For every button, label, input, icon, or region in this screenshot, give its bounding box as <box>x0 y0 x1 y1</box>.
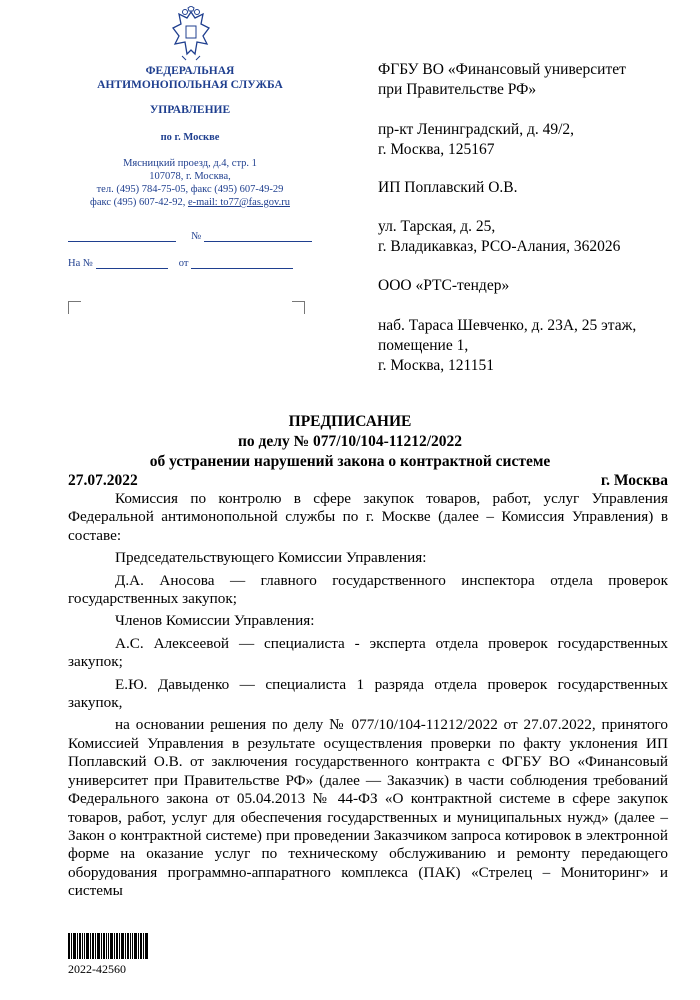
addressee-line: г. Москва, 125167 <box>378 141 495 158</box>
document-subject: об устранении нарушений закона о контрактной системе <box>149 453 551 470</box>
address-corner-right <box>292 301 305 314</box>
paragraph: на основании решения по делу № 077/10/104-11212/2022 от 27.07.2022, принятого Комиссией Управления в результате осуществления проверки по факту уклонения ИП Поплавский О.В. от заключения государственного контракта с ФГБУ ВО «Финансовый университет при Правительстве РФ» (далее — Заказчик) в части соблюдения требований Федерального закона от 05.04.2013 № 44-ФЗ «О контрактной системе в сфере закупок товаров, работ, услуг для обеспечения государственных и муниципальных нужд» (далее – Закон о контрактной системе) при проведении Заказчиком запроса котировок в электронной форме на оказание услуг по техническому обслуживанию и ремонту передающего оборудования программно-аппаратного комплекса (ПАК) «Стрелец – Мониторинг» и системы <box>68 716 668 900</box>
addressee-line: ул. Тарская, д. 25, <box>378 218 496 235</box>
fax: факс (495) 607-42-92, <box>90 197 188 208</box>
addressee-line: помещение 1, <box>378 337 469 354</box>
addressee-line: г. Москва, 121151 <box>378 357 494 374</box>
document-place: г. Москва <box>600 472 668 489</box>
agency-line-1: ФЕДЕРАЛЬНАЯ <box>145 65 235 77</box>
addressee-line: при Правительстве РФ» <box>378 81 537 98</box>
addressee-line: ФГБУ ВО «Финансовый университет <box>378 61 626 78</box>
paragraph: Е.Ю. Давыденко — специалиста 1 разряда отдела проверок государственных закупок, <box>68 675 668 712</box>
address-corner-left <box>68 301 81 314</box>
email-link[interactable]: e-mail: to77@fas.gov.ru <box>187 197 290 208</box>
paragraph: А.С. Алексеевой — специалиста - эксперта отдела проверок государственных закупок; <box>68 634 668 671</box>
addressee-line: г. Владикавказ, РСО-Алания, 362026 <box>378 238 621 255</box>
addressee-address-2 <box>378 217 678 257</box>
addressee-line: пр-кт Ленинградский, д. 49/2, <box>378 121 575 138</box>
department-city: по г. Москве <box>160 132 220 143</box>
barcode <box>68 933 148 959</box>
coat-of-arms-icon <box>168 6 214 62</box>
outgoing-number-line <box>204 230 312 242</box>
addressee-1 <box>378 60 678 100</box>
address-line-2: 107078, г. Москва, <box>149 171 231 182</box>
document-case-number: по делу № 077/10/104-11212/2022 <box>237 433 463 450</box>
address-line-1: Мясницкий проезд, д.4, стр. 1 <box>123 158 257 169</box>
reply-number-line <box>96 257 168 269</box>
addressee-line: наб. Тараса Шевченко, д. 23А, 25 этаж, <box>378 317 637 334</box>
document-body <box>68 490 668 905</box>
from-label: от <box>178 258 189 269</box>
document-date: 27.07.2022 <box>68 472 138 489</box>
department: УПРАВЛЕНИЕ <box>149 104 231 116</box>
paragraph: Членов Комиссии Управления: <box>115 612 315 630</box>
outgoing-number-row <box>68 230 312 242</box>
reply-label: На № <box>68 258 93 269</box>
addressee-line: ИП Поплавский О.В. <box>378 179 518 196</box>
paragraph: Председательствующего Комиссии Управления: <box>115 549 427 567</box>
agency-contacts <box>70 157 310 209</box>
agency-name <box>70 64 310 92</box>
document-title: ПРЕДПИСАНИЕ <box>288 413 412 430</box>
number-label: № <box>191 231 202 242</box>
barcode-number: 2022-42560 <box>68 962 126 976</box>
reply-date-line <box>191 257 293 269</box>
fax-email-line <box>70 196 310 209</box>
phone-line: тел. (495) 784-75-05, факс (495) 607-49-29 <box>96 184 284 195</box>
paragraph: Д.А. Аносова — главного государственного инспектора отдела проверок государственных закупок; <box>68 571 668 608</box>
addressee-address-3 <box>378 316 678 376</box>
addressee-3 <box>378 276 678 296</box>
agency-line-2: АНТИМОНОПОЛЬНАЯ СЛУЖБА <box>97 79 283 91</box>
paragraph: Комиссия по контролю в сфере закупок товаров, работ, услуг Управления Федеральной антимонопольной службы по г. Москве (далее – Комиссия Управления) в составе: <box>68 490 668 544</box>
outgoing-date-line <box>68 230 176 242</box>
reply-number-row <box>68 257 293 269</box>
addressee-address-1 <box>378 120 678 160</box>
addressee-2 <box>378 178 678 198</box>
addressee-line: ООО «РТС-тендер» <box>378 277 510 294</box>
